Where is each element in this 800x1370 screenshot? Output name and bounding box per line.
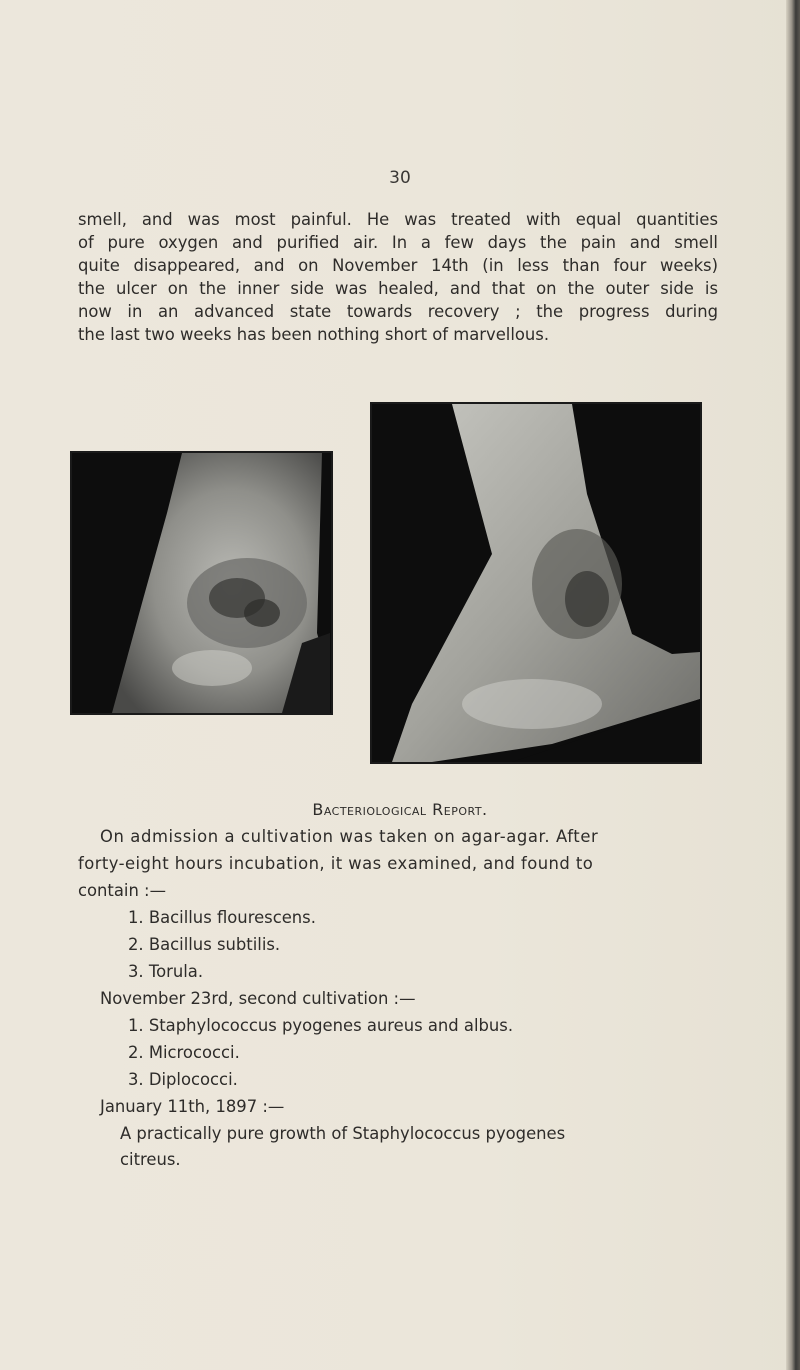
report-intro-line: contain :— <box>78 881 166 900</box>
body-paragraph <box>78 208 718 346</box>
result-item: 3. Torula. <box>128 962 204 981</box>
paragraph-line: of pure oxygen and purified air. In a few days the pain and smell <box>78 233 718 252</box>
result-item: 1. Bacillus flourescens. <box>128 908 316 927</box>
result-item: 1. Staphylococcus pyogenes aureus and albus. <box>128 1016 514 1035</box>
result-item: 3. Diplococci. <box>128 1070 238 1089</box>
book-edge-shadow <box>786 0 800 1370</box>
ankle-photo-image <box>72 453 331 713</box>
section-heading: Bacteriological Report. <box>312 800 488 819</box>
paragraph-line: now in an advanced state towards recovery ; the progress during <box>78 302 718 321</box>
ankle-photo-image <box>372 404 700 762</box>
report-intro-line: On admission a cultivation was taken on agar-agar. After <box>100 827 599 846</box>
result-item: A practically pure growth of Staphylococcus pyogenes <box>120 1124 566 1143</box>
cultivation-header: January 11th, 1897 :— <box>100 1097 285 1116</box>
result-item: 2. Micrococci. <box>128 1043 240 1062</box>
paragraph-line: smell, and was most painful. He was treated with equal quantities <box>78 210 718 229</box>
paragraph-line: the last two weeks has been nothing short of marvellous. <box>78 325 550 344</box>
page-number: 30 <box>389 168 411 188</box>
result-item: 2. Bacillus subtilis. <box>128 935 281 954</box>
paragraph-line: quite disappeared, and on November 14th (in less than four weeks) <box>78 256 718 275</box>
ankle-photograph-right <box>370 402 702 764</box>
paragraph-line: the ulcer on the inner side was healed, and that on the outer side is <box>78 279 718 298</box>
cultivation-header: November 23rd, second cultivation :— <box>100 989 416 1008</box>
ankle-photograph-left <box>70 451 333 715</box>
report-intro-line: forty-eight hours incubation, it was examined, and found to <box>78 854 594 873</box>
result-item: citreus. <box>120 1150 181 1169</box>
